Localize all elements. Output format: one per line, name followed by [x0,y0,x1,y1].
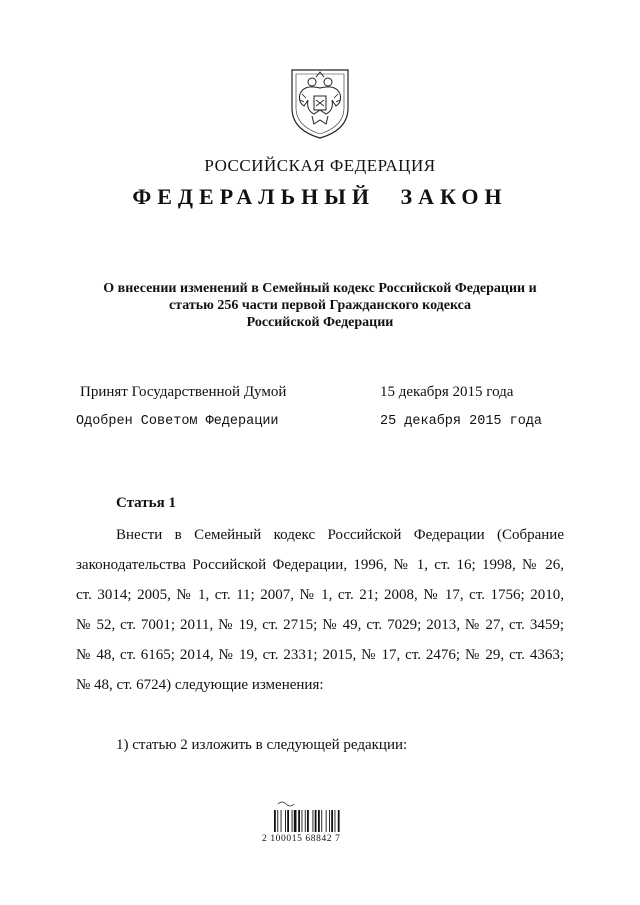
law-subject [60,280,580,331]
adopted-date: 15 декабря 2015 года [380,384,514,400]
article-line: № 52, ст. 7001; 2011, № 19, ст. 2715; № 49, ст. 7029; 2013, № 27, ст. 3459; [76,617,564,633]
article-line: № 48, ст. 6724) следующие изменения: [76,677,324,693]
approved-label: Одобрен Советом Федерации [76,414,279,429]
subject-line-2: статью 256 части первой Гражданского кодекса [168,298,472,313]
article-item-1: 1) статью 2 изложить в следующей редакции: [116,737,408,753]
article-line: ст. 3014; 2005, № 1, ст. 11; 2007, № 1, ст. 21; 2008, № 17, ст. 1756; 2010, [76,587,564,603]
approved-date: 25 декабря 2015 года [380,414,543,429]
article-body [76,520,564,700]
barcode-number: 2 100015 68842 7 [262,834,341,844]
subject-line-3: Российской Федерации [246,315,394,330]
article-line: № 48, ст. 6165; 2014, № 19, ст. 2331; 2015, № 17, ст. 2476; № 29, ст. 4363; [76,647,564,663]
law-type-title: ФЕДЕРАЛЬНЫЙ ЗАКОН [132,184,508,209]
article-line: законодательства Российской Федерации, 1996, № 1, ст. 16; 1998, № 26, [76,557,564,573]
coat-of-arms-icon [284,64,356,140]
article-line: Внести в Семейный кодекс Российской Федерации (Собрание [116,527,564,543]
country-name: РОССИЙСКАЯ ФЕДЕРАЦИЯ [204,156,436,175]
subject-line-1: О внесении изменений в Семейный кодекс Российской Федерации и [103,281,537,296]
adopted-label: Принят Государственной Думой [80,384,287,400]
article-title: Статья 1 [116,495,176,511]
